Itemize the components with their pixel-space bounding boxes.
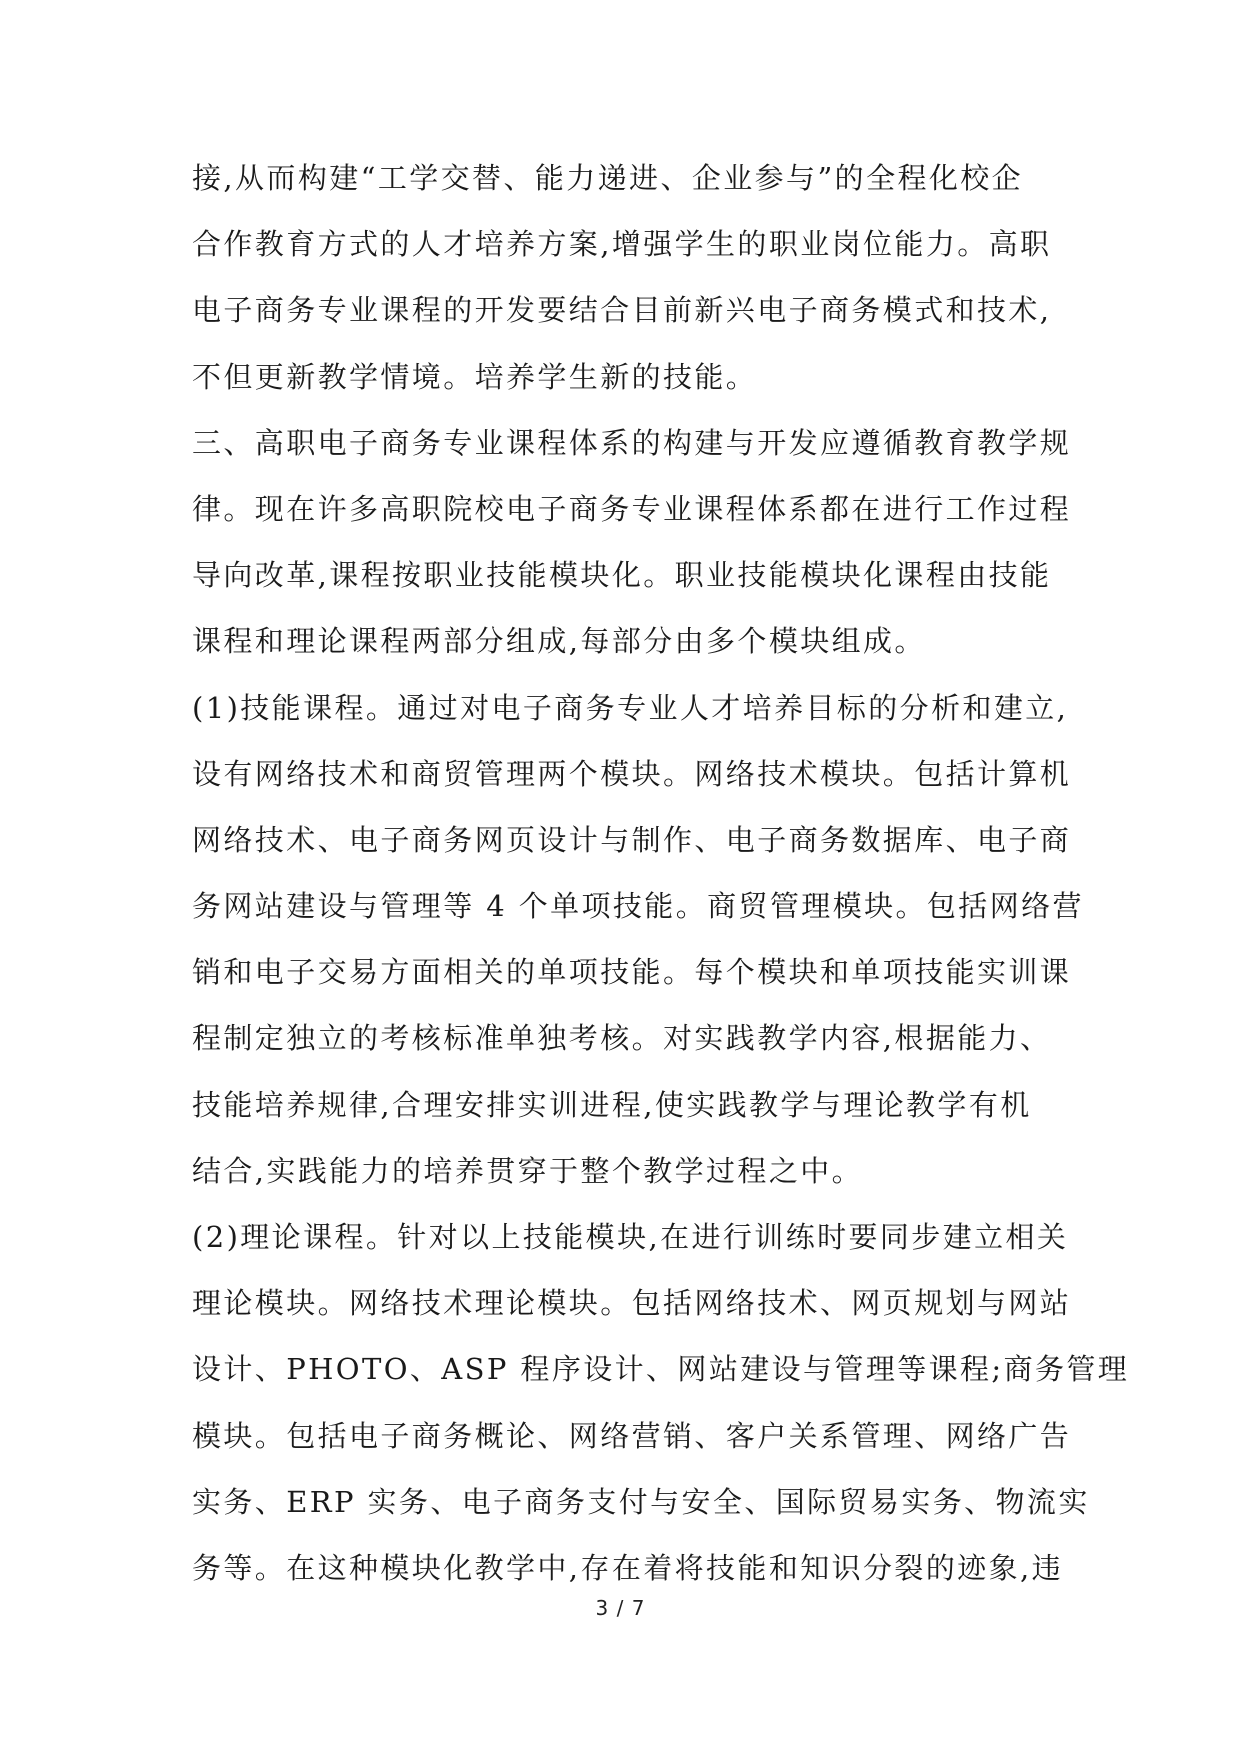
text-line: 程制定独立的考核标准单独考核。对实践教学内容,根据能力、 — [192, 1021, 1052, 1056]
text-line: 不但更新教学情境。培养学生新的技能。 — [192, 359, 758, 394]
text-line: 三、高职电子商务专业课程体系的构建与开发应遵循教育教学规 — [192, 425, 1072, 460]
text-line: 接,从而构建“工学交替、能力递进、企业参与”的全程化校企 — [192, 161, 1024, 195]
text-line: 课程和理论课程两部分组成,每部分由多个模块组成。 — [192, 624, 926, 659]
page-number: 3 / 7 — [595, 1596, 646, 1620]
text-line: 实务、ERP 实务、电子商务支付与安全、国际贸易实务、物流实 — [192, 1484, 1090, 1519]
text-line: 务等。在这种模块化教学中,存在着将技能和知识分裂的迹象,违 — [192, 1550, 1064, 1585]
text-line: 务网站建设与管理等 4 个单项技能。商贸管理模块。包括网络营 — [192, 889, 1084, 924]
text-line: (1)技能课程。通过对电子商务专业人才培养目标的分析和建立, — [192, 690, 1069, 725]
text-line: 合作教育方式的人才培养方案,增强学生的职业岗位能力。高职 — [192, 227, 1052, 262]
text-line: 技能培养规律,合理安排实训进程,使实践教学与理论教学有机 — [192, 1087, 1032, 1122]
text-line: 模块。包括电子商务概论、网络营销、客户关系管理、网络广告 — [192, 1418, 1072, 1453]
text-line: 理论模块。网络技术理论模块。包括网络技术、网页规划与网站 — [192, 1286, 1072, 1321]
text-line: 律。现在许多高职院校电子商务专业课程体系都在进行工作过程 — [192, 491, 1072, 526]
text-line: 结合,实践能力的培养贯穿于整个教学过程之中。 — [192, 1153, 864, 1188]
text-line: 网络技术、电子商务网页设计与制作、电子商务数据库、电子商 — [192, 822, 1072, 857]
text-line: 销和电子交易方面相关的单项技能。每个模块和单项技能实训课 — [192, 955, 1072, 990]
text-line: 导向改革,课程按职业技能模块化。职业技能模块化课程由技能 — [192, 558, 1052, 593]
text-line: 电子商务专业课程的开发要结合目前新兴电子商务模式和技术, — [192, 293, 1052, 328]
text-line: 设有网络技术和商贸管理两个模块。网络技术模块。包括计算机 — [192, 756, 1072, 791]
body-text — [192, 158, 1130, 1614]
text-line: (2)理论课程。针对以上技能模块,在进行训练时要同步建立相关 — [192, 1220, 1069, 1254]
text-line: 设计、PHOTO、ASP 程序设计、网站建设与管理等课程;商务管理 — [192, 1352, 1130, 1387]
